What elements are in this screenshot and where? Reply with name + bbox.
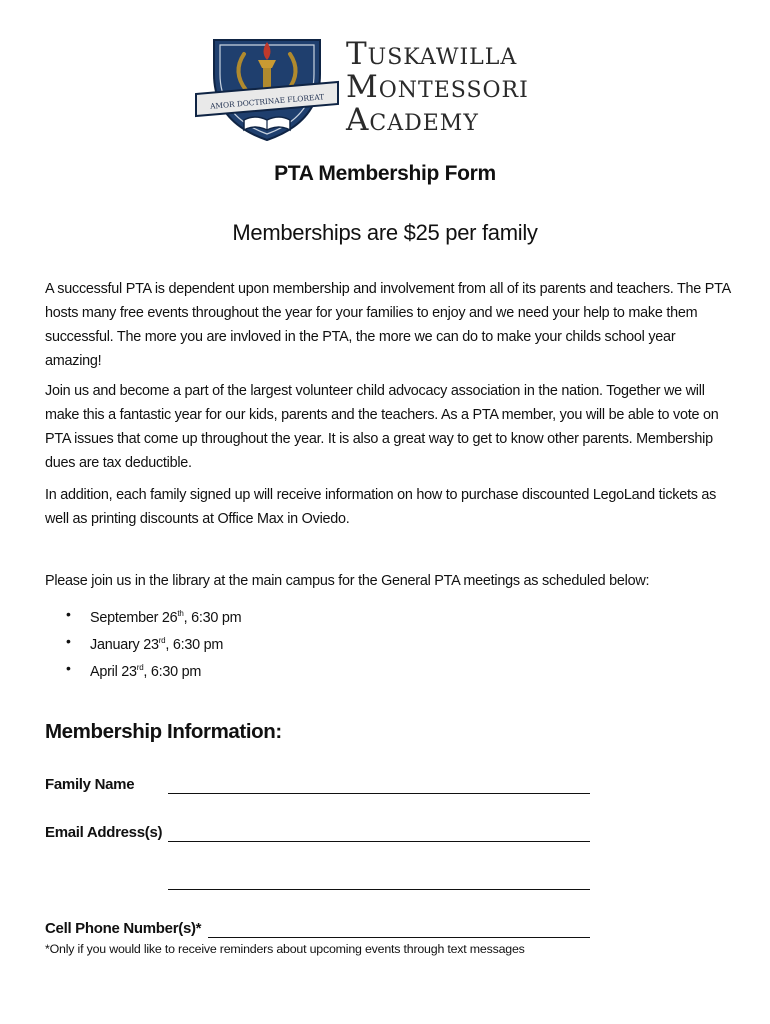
list-item xyxy=(66,656,241,683)
bullet-icon: • xyxy=(66,633,71,649)
email-field[interactable] xyxy=(168,841,590,842)
list-item xyxy=(66,629,241,656)
paragraph-discounts: In addition, each family signed up will receive information on how to purchase discounted LegoLand tickets as well as printing discounts at Office Max in Oviedo. xyxy=(45,487,717,527)
cell-phone-label: Cell Phone Number(s)* xyxy=(45,920,202,937)
cell-phone-field[interactable] xyxy=(208,937,590,938)
crest-motto: AMOR DOCTRINAE FLOREAT xyxy=(209,92,325,111)
paragraph-join: Join us and become a part of the largest volunteer child advocacy association in the nation. Together we will make this a fantastic year for our kids, parents and the teachers. As a PTA member, you will be able to vote on PTA issues that come up throughout the year. It is also a great way to get to know other parents. Membership dues are tax deductible. xyxy=(45,383,719,471)
family-name-label: Family Name xyxy=(45,776,135,793)
list-item xyxy=(66,602,241,629)
school-name-line-3: Academy xyxy=(346,102,479,138)
meeting-list xyxy=(66,602,241,683)
cell-phone-footnote: *Only if you would like to receive reminders about upcoming events through text messages xyxy=(45,942,525,956)
meeting-date: April 23rd, 6:30 pm xyxy=(90,663,202,680)
school-crest-icon xyxy=(192,34,342,144)
school-name-line-1: Tuskawilla xyxy=(346,36,518,72)
email-label: Email Address(s) xyxy=(45,824,163,841)
meeting-date: September 26th, 6:30 pm xyxy=(90,609,242,626)
meeting-date: January 23rd, 6:30 pm xyxy=(90,636,224,653)
price-line: Memberships are $25 per family xyxy=(232,220,538,245)
family-name-field[interactable] xyxy=(168,793,590,794)
paragraph-intro: A successful PTA is dependent upon membership and involvement from all of its parents and teachers. The PTA hosts many free events throughout the year for your families to enjoy and we need your help to make them successful. The more you are invloved in the PTA, the more we can do to make your childs school year amazing! xyxy=(45,281,731,369)
school-logo xyxy=(192,34,592,144)
school-name xyxy=(346,38,529,137)
school-name-line-2: Montessori xyxy=(346,69,529,105)
bullet-icon: • xyxy=(66,660,71,676)
membership-heading: Membership Information: xyxy=(45,720,282,743)
form-title: PTA Membership Form xyxy=(274,162,496,185)
paragraph-meetings: Please join us in the library at the main campus for the General PTA meetings as scheduled below: xyxy=(45,573,650,589)
bullet-icon: • xyxy=(66,606,71,622)
email-field-secondary[interactable] xyxy=(168,889,590,890)
